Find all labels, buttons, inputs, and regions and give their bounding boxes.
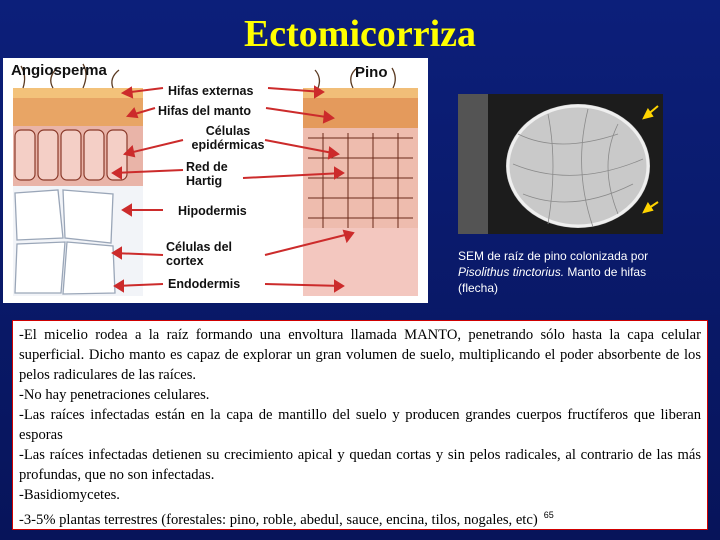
paragraph-percentage	[19, 505, 701, 530]
part-label-mantle-hyphae: Hifas del manto	[158, 104, 252, 118]
paragraph-litter-layer: -Las raíces infectadas están en la capa de mantillo del suelo y producen grandes cuerpos fructíferos que liberan esporas	[19, 407, 701, 443]
sem-image-svg	[458, 94, 663, 234]
sem-caption	[458, 248, 668, 296]
paragraph-percentage-text: -3-5% plantas terrestres (forestales: pino, roble, abedul, sauce, encina, tilos, nogales, etc)	[19, 511, 538, 528]
sem-caption-text-end: Manto de hifas (flecha)	[458, 265, 647, 295]
part-label-external-hyphae: Hifas externas	[168, 84, 254, 98]
sem-caption-species: Pisolithus tinctorius.	[458, 265, 565, 279]
description-textbox	[12, 320, 708, 530]
angiosperm-tissue	[13, 64, 143, 296]
paragraph-mantle: -El micelio rodea a la raíz formando una envoltura llamada MANTO, penetrando sólo hasta la capa celular superficial. Dicho manto es capaz de explorar un gran volumen de suelo, multiplicando el poder absorbente de los pelos radiculares de las raíces.	[19, 327, 701, 383]
sem-caption-text: SEM de raíz de pino colonizada por	[458, 249, 649, 263]
paragraph-basidiomycetes: -Basidiomycetes.	[19, 487, 120, 503]
slide-number: 65	[543, 510, 554, 520]
part-label-epidermal-cells: Células epidérmicas	[191, 124, 265, 152]
sem-micrograph	[458, 94, 663, 234]
part-label-endodermis: Endodermis	[168, 277, 241, 291]
paragraph-no-penetration: -No hay penetraciones celulares.	[19, 387, 210, 403]
root-cross-section-diagram	[3, 58, 428, 303]
paragraph-growth: -Las raíces infectadas detienen su crecimiento apical y quedan cortas y sin pelos radicales, al contrario de las más profundas, que no son infectadas.	[19, 447, 701, 483]
slide-title: Ectomicorriza	[243, 13, 477, 55]
part-label-hartig-net: Red de Hartig	[186, 160, 228, 188]
part-label-hypodermis: Hipodermis	[178, 204, 247, 218]
pine-label: Pino	[355, 64, 388, 81]
angiosperm-label: Angiosperma	[11, 62, 107, 79]
pine-tissue	[303, 68, 418, 296]
part-label-cortex-cells: Células del cortex	[166, 240, 232, 268]
